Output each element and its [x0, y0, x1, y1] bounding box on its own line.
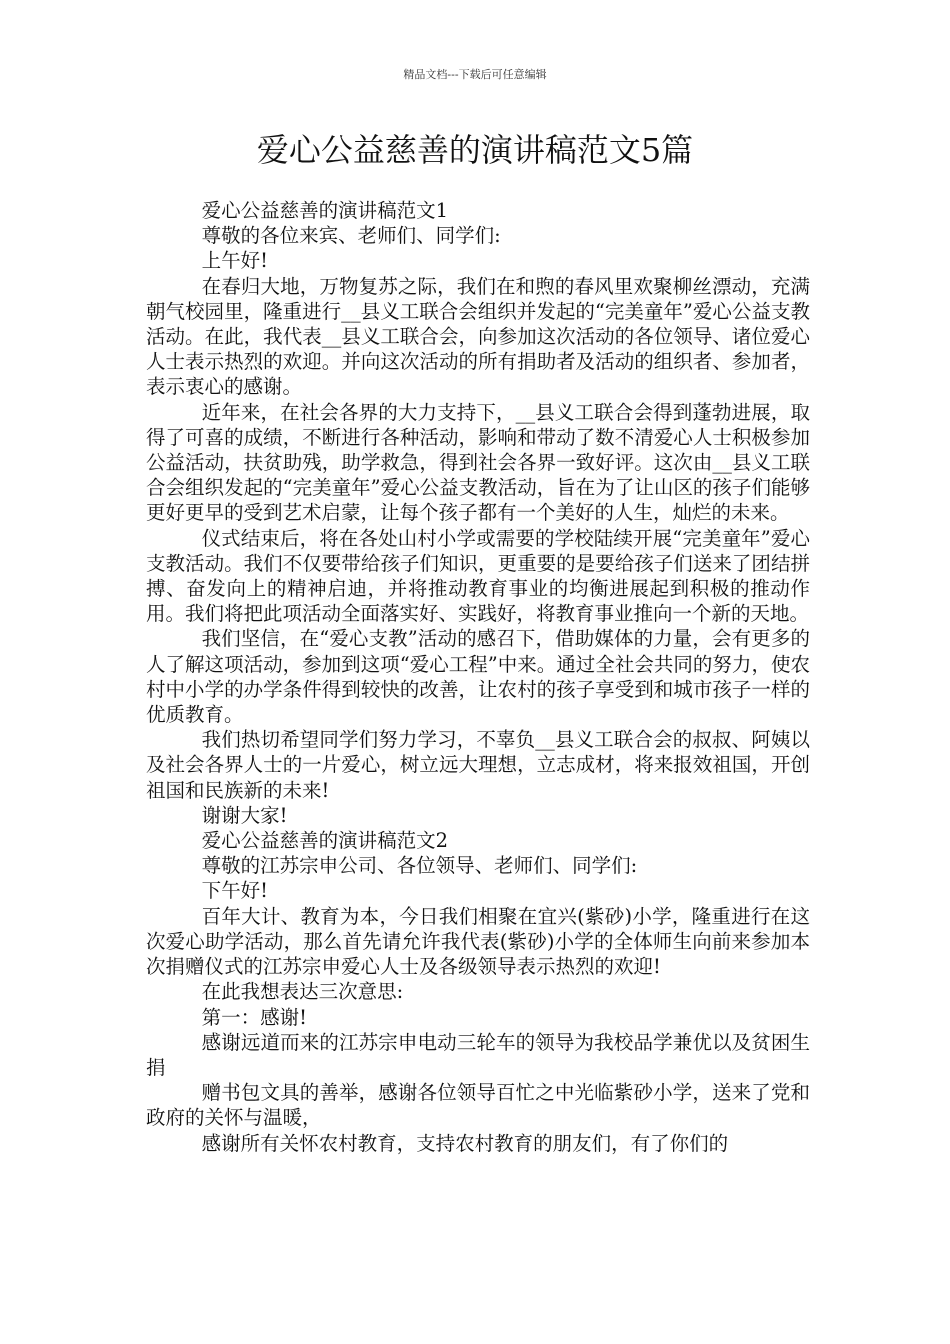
- paragraph: 下午好!: [201, 879, 268, 903]
- paragraph: 赠书包文具的善举，感谢各位领导百忙之中光临紫砂小学，送来了党和政府的关怀与温暖，: [146, 1081, 810, 1130]
- paragraph: 尊敬的各位来宾、老师们、同学们:: [201, 224, 501, 248]
- paragraph: 在此我想表达三次意思:: [201, 980, 404, 1004]
- paragraph: 近年来，在社会各界的大力支持下，__县义工联合会得到蓬勃进展，取得了可喜的成绩，不断进行各种活动，影响和带动了数不清爱心人士积极参加公益活动，扶贫助残，助学救急，得到社会各界一致好评。这次由__县义工联合会组织发起的“完美童年”爱心公益支教活动，旨在为了让山区的孩子们能够更好更早的受到艺术启蒙，让每个孩子都有一个美好的人生，灿烂的未来。: [146, 400, 810, 525]
- page-header-note: 精品文档---下载后可任意编辑: [403, 68, 547, 81]
- paragraph: 我们热切希望同学们努力学习，不辜负__县义工联合会的叔叔、阿姨以及社会各界人士的一片爱心，树立远大理想，立志成材，将来报效祖国，开创祖国和民族新的未来!: [146, 728, 810, 802]
- paragraph: 感谢远道而来的江苏宗申电动三轮车的领导为我校品学兼优以及贫困生捐: [146, 1030, 810, 1079]
- paragraph: 仪式结束后，将在各处山村小学或需要的学校陆续开展“完美童年”爱心支教活动。我们不仅要带给孩子们知识，更重要的是要给孩子们送来了团结拼搏、奋发向上的精神启迪，并将推动教育事业的均衡进展起到积极的推动作用。我们将把此项活动全面落实好、实践好，将教育事业推向一个新的天地。: [146, 526, 810, 626]
- paragraph: 在春归大地，万物复苏之际，我们在和煦的春风里欢聚柳丝漂动，充满朝气校园里，隆重进行__县义工联合会组织并发起的“完美童年”爱心公益支教活动。在此，我代表__县义工联合会，向参加这次活动的各位领导、诸位爱心人士表示热烈的欢迎。并向这次活动的所有捐助者及活动的组织者、参加者，表示衷心的感谢。: [146, 274, 810, 399]
- paragraph: 第一：感谢!: [201, 1005, 307, 1029]
- paragraph: 爱心公益慈善的演讲稿范文2: [201, 829, 448, 853]
- paragraph: 我们坚信，在“爱心支教”活动的感召下，借助媒体的力量，会有更多的人了解这项活动，参加到这项“爱心工程”中来。通过全社会共同的努力，使农村中小学的办学条件得到较快的改善，让农村的孩子享受到和城市孩子一样的优质教育。: [146, 627, 810, 727]
- paragraph: 上午好!: [201, 249, 268, 273]
- paragraph: 感谢所有关怀农村教育，支持农村教育的朋友们，有了你们的: [201, 1131, 729, 1155]
- document-title: 爱心公益慈善的演讲稿范文5篇: [256, 131, 694, 169]
- paragraph: 尊敬的江苏宗申公司、各位领导、老师们、同学们:: [201, 854, 638, 878]
- paragraph: 百年大计、教育为本，今日我们相聚在宜兴(紫砂)小学，隆重进行在这次爱心助学活动，那么首先请允许我代表(紫砂)小学的全体师生向前来参加本次捐赠仪式的江苏宗申爱心人士及各级领导表示热烈的欢迎!: [146, 904, 810, 979]
- document-body: [146, 198, 810, 1156]
- paragraph: 谢谢大家!: [201, 803, 288, 827]
- paragraph: 爱心公益慈善的演讲稿范文1: [201, 199, 448, 222]
